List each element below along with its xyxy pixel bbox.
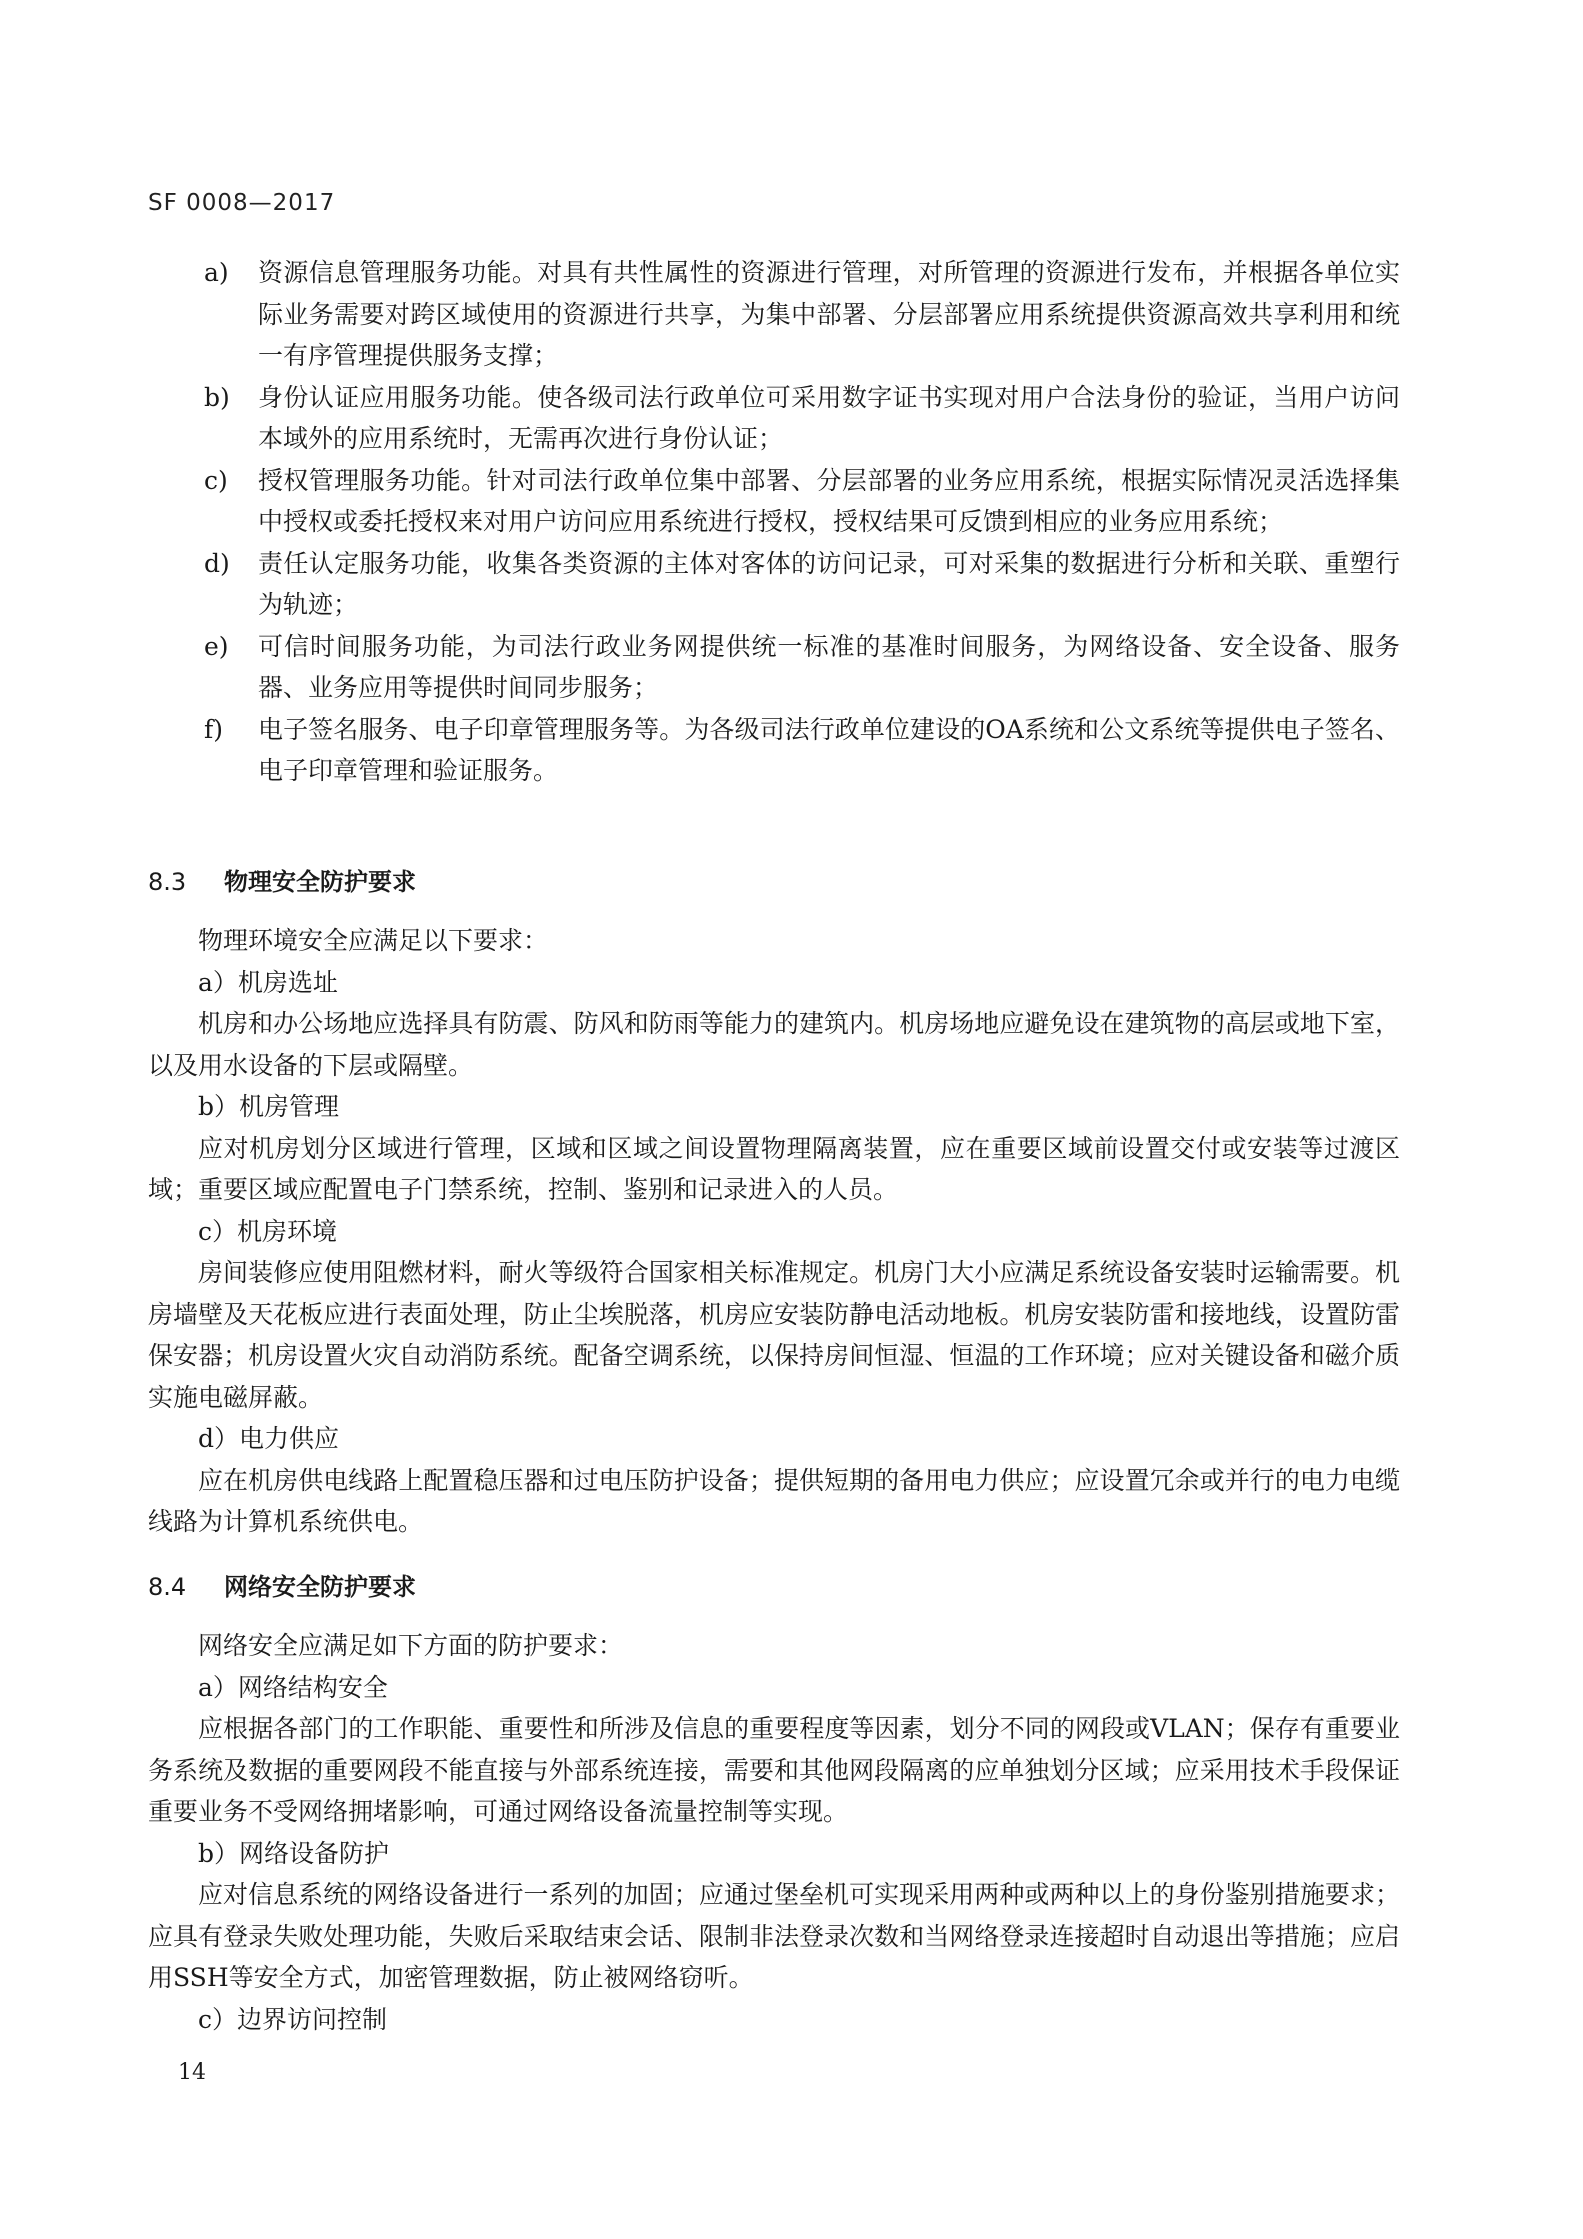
list-item [148,377,1400,460]
subsection-text: 机房和办公场地应选择具有防震、防风和防雨等能力的建筑内。机房场地应避免设在建筑物的高层或地下室，以及用水设备的下层或隔壁。 [148,1009,1400,1080]
subsection-text: 房间装修应使用阻燃材料，耐火等级符合国家相关标准规定。机房门大小应满足系统设备安装时运输需要。机房墙壁及天花板应进行表面处理，防止尘埃脱落，机房应安装防静电活动地板。机房安装防雷和接地线，设置防雷保安器；机房设置火灾自动消防系统。配备空调系统，以保持房间恒湿、恒温的工作环境；应对关键设备和磁介质实施电磁屏蔽。 [148,1258,1400,1412]
list-item-text: 授权管理服务功能。针对司法行政单位集中部署、分层部署的业务应用系统，根据实际情况灵活选择集中授权或委托授权来对用户访问应用系统进行授权，授权结果可反馈到相应的业务应用系统； [258,465,1400,536]
subsection-title: a）机房选址 [198,967,338,997]
section-heading [148,862,1400,902]
subsection-text: 应根据各部门的工作职能、重要性和所涉及信息的重要程度等因素，划分不同的网段或VLAN；保存有重要业务系统及数据的重要网段不能直接与外部系统连接，需要和其他网段隔离的应单独划分区域；应采用技术手段保证重要业务不受网络拥堵影响，可通过网络设备流量控制等实现。 [148,1714,1400,1826]
list-marker: b) [204,382,230,412]
subsection-text: 应对机房划分区域进行管理，区域和区域之间设置物理隔离装置，应在重要区域前设置交付或安装等过渡区域；重要区域应配置电子门禁系统，控制、鉴别和记录进入的人员。 [148,1133,1400,1204]
subsection-text: 应对信息系统的网络设备进行一系列的加固；应通过堡垒机可实现采用两种或两种以上的身份鉴别措施要求；应具有登录失败处理功能，失败后采取结束会话、限制非法登录次数和当网络登录连接超时自动退出等措施；应启用SSH等安全方式，加密管理数据，防止被网络窃听。 [148,1880,1400,1992]
service-function-list [148,252,1400,792]
list-marker: d) [204,548,230,578]
subsection-title: b）网络设备防护 [198,1838,390,1868]
list-item-text: 责任认定服务功能，收集各类资源的主体对客体的访问记录，可对采集的数据进行分析和关联、重塑行为轨迹； [258,548,1400,619]
section-number: 8.4 [148,1573,187,1601]
subsection-title: c）机房环境 [198,1216,338,1246]
section-physical-security [148,862,1400,1543]
section-heading [148,1567,1400,1607]
subsection-text: 应在机房供电线路上配置稳压器和过电压防护设备；提供短期的备用电力供应；应设置冗余或并行的电力电缆线路为计算机系统供电。 [148,1465,1400,1536]
page-number: 14 [178,2060,206,2085]
section-intro: 物理环境安全应满足以下要求： [198,926,549,955]
document-code-header: SF 0008—2017 [148,190,336,216]
section-title: 网络安全防护要求 [224,1573,416,1601]
list-item [148,626,1400,709]
list-item-text: 可信时间服务功能，为司法行政业务网提供统一标准的基准时间服务，为网络设备、安全设备、服务器、业务应用等提供时间同步服务； [258,631,1400,702]
list-marker: a) [204,258,229,287]
subsection-title: b）机房管理 [198,1092,340,1121]
list-item [148,709,1400,792]
section-intro: 网络安全应满足如下方面的防护要求： [198,1631,624,1660]
subsection-title: d）电力供应 [198,1424,340,1453]
subsection-title: a）网络结构安全 [198,1672,388,1702]
subsection-title: c）边界访问控制 [198,2004,388,2034]
list-marker: f) [204,714,224,744]
section-title: 物理安全防护要求 [224,868,416,896]
list-marker: e) [204,631,229,661]
section-network-security [148,1567,1400,2040]
list-item-text: 资源信息管理服务功能。对具有共性属性的资源进行管理，对所管理的资源进行发布，并根据各单位实际业务需要对跨区域使用的资源进行共享，为集中部署、分层部署应用系统提供资源高效共享利用和统一有序管理提供服务支撑； [258,258,1400,370]
list-item [148,543,1400,626]
list-item [148,460,1400,543]
list-item-text: 电子签名服务、电子印章管理服务等。为各级司法行政单位建设的OA系统和公文系统等提供电子签名、电子印章管理和验证服务。 [258,714,1400,785]
list-item [148,252,1400,377]
section-number: 8.3 [148,868,187,896]
list-item-text: 身份认证应用服务功能。使各级司法行政单位可采用数字证书实现对用户合法身份的验证，当用户访问本域外的应用系统时，无需再次进行身份认证； [258,382,1400,453]
list-marker: c) [204,465,228,495]
